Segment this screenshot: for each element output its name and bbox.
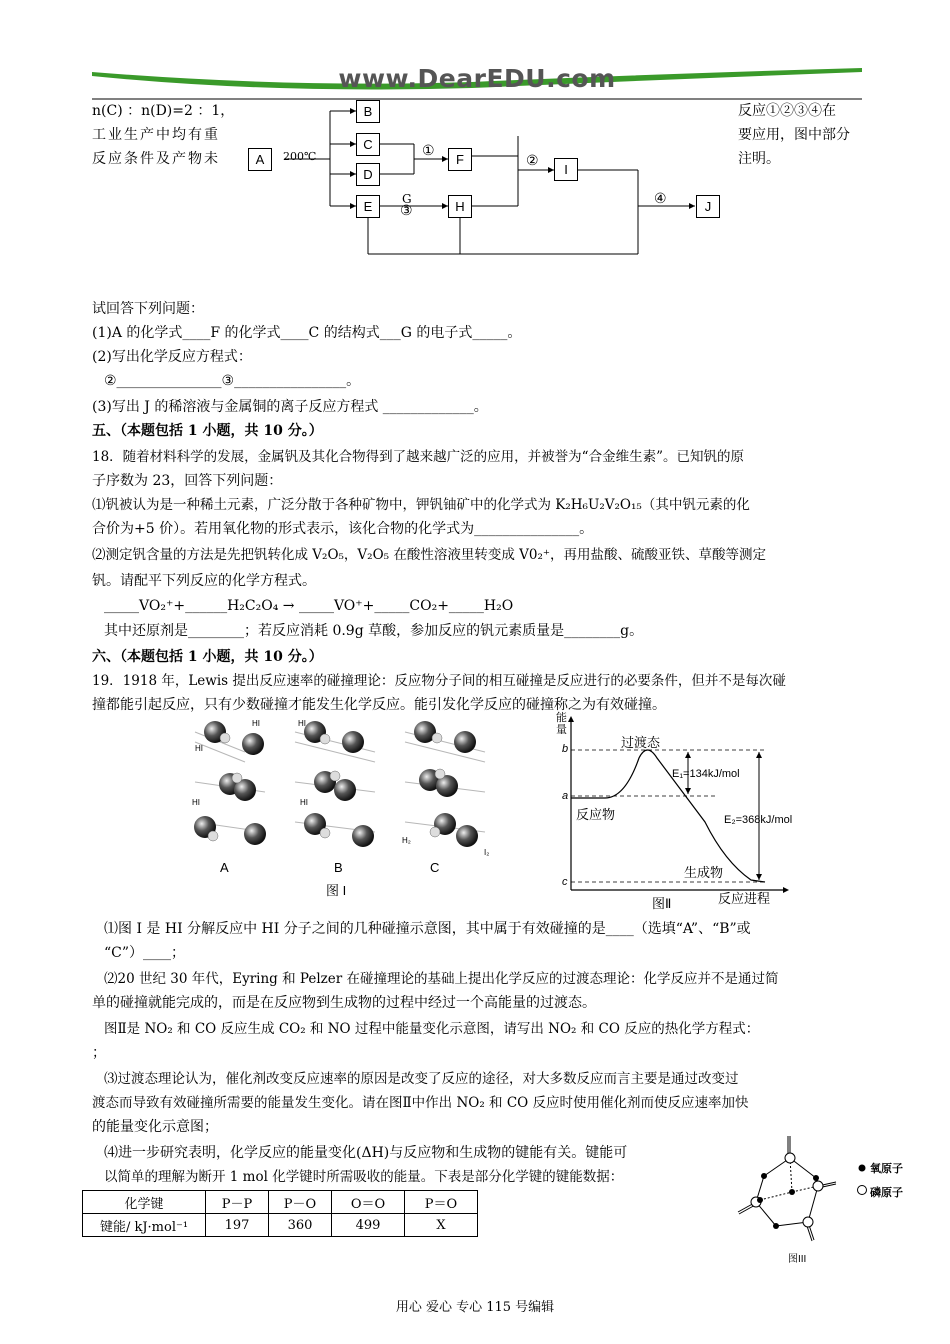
q18-equation: _____VO₂⁺+______H₂C₂O₄ → _____VO⁺+_____CO₂+_____H₂O [104,598,514,614]
q18-sub2-line3: 其中还原剂是________；若反应消耗 0.9g 草酸，参加反应的钒元素质量是________g。 [104,623,644,639]
legend-oxygen: 氧原子 [870,1163,903,1175]
node-c: C [356,133,380,156]
table-cell: X [405,1214,478,1237]
q19-part3-line2: 渡态而导致有效碰撞所需要的能量发生变化。请在图Ⅱ中作出 NO₂ 和 CO 反应时使用催化剂而使反应速率加快 [92,1095,749,1111]
top-left-line-1: n(C) ：n(D)=2 ：1， [92,103,235,119]
table-cell: 499 [332,1214,405,1237]
section-5-title: 五、（本题包括 1 小题，共 10 分。） [92,423,323,439]
top-right-line-3: 注明。 [738,151,780,167]
fig2-level-a: a [562,790,569,802]
q17-part2: (2)写出化学反应方程式： [92,349,252,365]
q19-part4-line1: ⑷进一步研究表明，化学反应的能量变化(ΔH)与反应物和生成物的键能有关。键能可 [104,1145,628,1161]
table-cell: 360 [269,1214,332,1237]
legend-markers [856,1162,868,1196]
q19-part3-line1: ⑶过渡态理论认为，催化剂改变反应速率的原因是改变了反应的途径，对大多数反应而言主要是通过改变过 [104,1071,739,1087]
fig2-reactant: 反应物 [576,807,616,822]
site-logo: www.DearEDU.com [338,64,616,93]
q18-line1: 18．随着材料科学的发展，金属钒及其化合物得到了越来越广泛的应用，并被誉为“合金维生素”。已知钒的原 [92,449,744,465]
g-label: G [402,192,412,206]
q19-part1-line1: ⑴图 I 是 HI 分解反应中 HI 分子之间的几种碰撞示意图，其中属于有效碰撞的是____（选填“A”、“B”或 [104,921,751,937]
q17-part2-blanks: ②_______________③________________。 [104,373,361,389]
q17-intro: 试回答下列问题： [92,301,204,317]
q19-part2-line4: ； [92,1045,106,1061]
q19-part2-line3: 图Ⅱ是 NO₂ 和 CO 反应生成 CO₂ 和 NO 过程中能量变化示意图，请写出 NO₂ 和 CO 反应的热化学方程式： [104,1021,760,1037]
table-header: P－P [206,1191,269,1214]
fig1-mol-label: HI [192,798,200,807]
node-j: J [696,195,720,218]
table-row [83,1214,478,1237]
q17-part1: (1)A 的化学式____F 的化学式____C 的结构式___G 的电子式_____。 [92,325,522,341]
top-right-line-1: 反应①②③④在 [738,103,836,119]
reaction-4-label: ④ [654,191,667,207]
fig1-mol-label: HI [252,719,260,728]
q19-line2: 撞都能引起反应，只有少数碰撞才能发生化学反应。能引发化学反应的碰撞称之为有效碰撞。 [92,697,666,713]
table-header: P＝O [405,1191,478,1214]
node-a: A [248,148,272,171]
node-b: B [356,100,380,123]
node-h: H [448,195,472,218]
fig2-level-b: b [562,743,569,755]
q19-part3-line3: 的能量变化示意图； [92,1119,218,1135]
top-left-line-2: 工业生产中均有重 [92,127,220,143]
top-right-line-2: 要应用，图中部分 [738,127,850,143]
fig1-mol-label: H₂ [402,836,411,845]
table-header: P－O [269,1191,332,1214]
q19-line1: 19．1918 年，Lewis 提出反应速率的碰撞理论：反应物分子间的相互碰撞是反应进行的必要条件，但并不是每次碰 [92,673,786,689]
node-e: E [356,195,380,218]
temp-label: 200℃ [283,150,317,163]
section-6-title: 六、（本题包括 1 小题，共 10 分。） [92,649,323,665]
figure-3-molecule [726,1130,856,1260]
node-d: D [356,163,380,186]
q18-sub1-line2: 合价为+5 价）。若用氧化物的形式表示，该化合物的化学式为_______________。 [92,521,594,537]
top-left-line-3: 反应条件及产物未 [92,151,220,167]
legend-phosphorus: 磷原子 [870,1187,903,1199]
reaction-3-label: ③ [400,203,413,219]
q18-sub2-line1: ⑵测定钒含量的方法是先把钒转化成 V₂O₅，V₂O₅ 在酸性溶液里转变成 V0₂⁺，再用盐酸、硫酸亚铁、草酸等测定 [92,547,767,563]
fig1-mol-label: I₂ [484,848,490,857]
page-footer: 用心 爱心 专心 115 号编辑 [395,1300,555,1315]
q18-sub2-line2: 钒。请配平下列反应的化学方程式。 [92,573,316,589]
reaction-2-label: ② [526,153,539,169]
q17-part3: (3)写出 J 的稀溶液与金属铜的离子反应方程式 _____________。 [92,399,488,415]
fig2-e2: E₂=368kJ/mol [724,814,793,826]
q19-part2-line2: 单的碰撞就能完成的，而是在反应物到生成物的过程中经过一个高能量的过渡态。 [92,995,596,1011]
fig1-label-a: A [220,860,229,875]
reaction-1-label: ① [422,143,435,159]
fig1-label-b: B [334,860,343,875]
q18-line2: 子序数为 23，回答下列问题： [92,473,283,489]
fig2-product: 生成物 [684,865,724,880]
fig2-ylabel: 能量 [556,712,567,736]
fig1-mol-label: HI [300,798,308,807]
node-i: I [554,158,578,181]
table-header: 化学键 [83,1191,206,1214]
flow-lines [240,96,740,266]
q19-part2-line1: ⑵20 世纪 30 年代，Eyring 和 Pelzer 在碰撞理论的基础上提出化学反应的过渡态理论：化学反应并不是通过简 [104,971,779,987]
q18-sub1-line1: ⑴钒被认为是一种稀土元素，广泛分散于各种矿物中，钾钒铀矿中的化学式为 K₂H₆U₂V₂O₁₅（其中钒元素的化 [92,497,750,513]
fig1-mol-label: HI [298,719,306,728]
figure-1-collisions [185,712,505,862]
node-f: F [448,148,472,171]
fig1-mol-label: HI [195,744,203,753]
fig2-level-c: c [562,876,568,888]
fig3-caption: 图III [788,1254,807,1265]
fig1-label-c: C [430,860,440,875]
fig2-caption: 图Ⅱ [652,896,672,911]
fig2-e1: E₁=134kJ/mol [672,768,740,780]
fig2-xlabel: 反应进程 [718,891,771,906]
bond-energy-table [82,1190,478,1237]
fig2-transition-state: 过渡态 [621,735,661,750]
fig1-caption: 图 I [326,883,347,898]
table-header: O＝O [332,1191,405,1214]
table-cell: 键能/ kJ·mol⁻¹ [83,1214,206,1237]
table-cell: 197 [206,1214,269,1237]
table-header-row [83,1191,478,1214]
q19-part1-line2: “C”）____； [104,945,186,961]
q19-part4-line2: 以简单的理解为断开 1 mol 化学键时所需吸收的能量。下表是部分化学键的键能数据： [104,1169,624,1185]
